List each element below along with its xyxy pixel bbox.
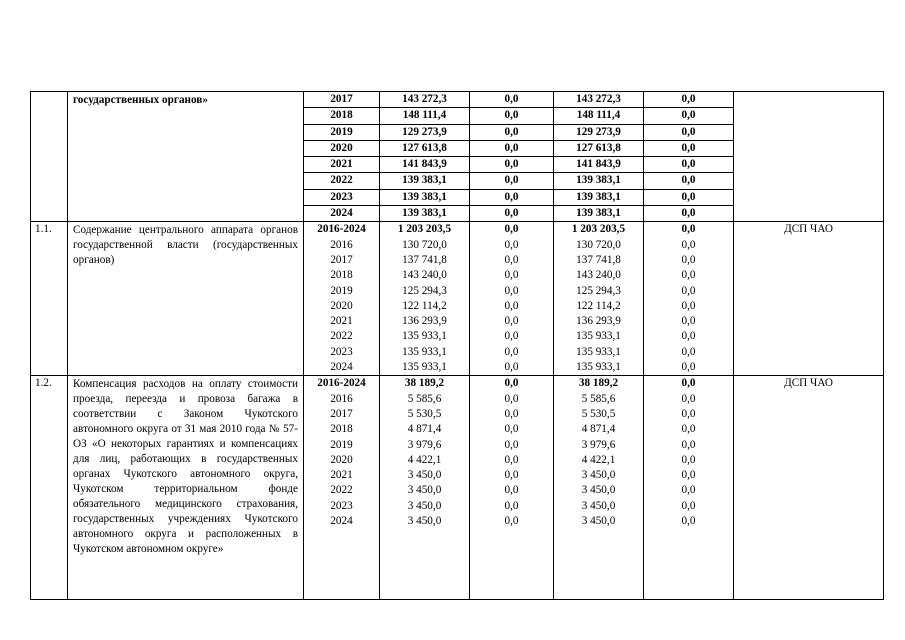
- years-value: 2018: [330, 423, 353, 436]
- v1-value: 0,0: [504, 93, 519, 105]
- v3-value: 0,0: [681, 469, 696, 482]
- total-value: 4 871,4: [407, 423, 442, 436]
- v2-value: 135 933,1: [576, 345, 621, 358]
- regional-cell: [554, 92, 644, 222]
- budget-table: [30, 91, 884, 600]
- total-cell: [380, 376, 470, 600]
- years-value: 2017: [330, 253, 353, 266]
- v3-value: 0,0: [681, 238, 696, 251]
- total-value: 137 741,8: [402, 253, 447, 266]
- table-body: [31, 92, 884, 600]
- v1-value: 0,0: [504, 484, 519, 497]
- years-value: 2017: [330, 407, 353, 420]
- years-value: 2019: [304, 124, 379, 140]
- total-value: 135 933,1: [402, 361, 447, 374]
- row-number: 1.2.: [31, 376, 68, 600]
- v2-value: 3 450,0: [581, 515, 616, 528]
- v3-value: 0,0: [681, 499, 696, 512]
- v3-value: 0,0: [644, 156, 733, 172]
- v2-value: 130 720,0: [576, 238, 621, 251]
- v3-value: 0,0: [681, 315, 696, 328]
- v1-value: 0,0: [504, 269, 519, 282]
- v2-value: 3 450,0: [581, 499, 616, 512]
- year-cell: [304, 92, 380, 222]
- v1-value: 0,0: [504, 223, 519, 236]
- total-value: 122 114,2: [402, 299, 447, 312]
- v1-value: 0,0: [504, 469, 519, 482]
- years-value: 2019: [330, 284, 353, 297]
- v1-value: 0,0: [504, 407, 519, 420]
- total-cell: [380, 222, 470, 376]
- v3-value: 0,0: [681, 453, 696, 466]
- v1-value: 0,0: [504, 299, 519, 312]
- total-value: 3 979,6: [407, 438, 442, 451]
- v1-value: 0,0: [470, 156, 553, 172]
- total-value: 136 293,9: [402, 315, 447, 328]
- total-cell: [380, 92, 470, 222]
- v1-value: 0,0: [504, 238, 519, 251]
- executor-cell: ДСП ЧАО: [734, 376, 884, 600]
- activity-name: государственных органов»: [73, 94, 208, 106]
- v2-value: 141 843,9: [554, 156, 643, 172]
- v1-value: 0,0: [504, 253, 519, 266]
- other-cell: [644, 376, 734, 600]
- v3-value: 0,0: [681, 223, 696, 236]
- years-value: 2020: [330, 299, 353, 312]
- activity-name-cell: [68, 376, 304, 600]
- total-value: 5 585,6: [407, 392, 442, 405]
- v2-value: 4 422,1: [581, 453, 616, 466]
- v1-value: 0,0: [470, 107, 553, 123]
- v1-value: 0,0: [504, 438, 519, 451]
- v2-value: 125 294,3: [576, 284, 621, 297]
- regional-cell: [554, 376, 644, 600]
- years-value: 2016-2024: [317, 223, 366, 236]
- v2-value: 139 383,1: [554, 189, 643, 205]
- years-value: 2024: [330, 515, 353, 528]
- total-value: 4 422,1: [407, 453, 442, 466]
- v3-value: 0,0: [681, 284, 696, 297]
- total-value: 129 273,9: [380, 124, 469, 140]
- total-value: 3 450,0: [407, 484, 442, 497]
- total-value: 139 383,1: [380, 205, 469, 221]
- v3-value: 0,0: [681, 377, 696, 390]
- v1-value: 0,0: [470, 124, 553, 140]
- v1-value: 0,0: [504, 515, 519, 528]
- activity-name-cell: [68, 222, 304, 376]
- years-value: 2021: [330, 469, 353, 482]
- v2-value: 135 933,1: [576, 361, 621, 374]
- years-value: 2020: [304, 140, 379, 156]
- v1-value: 0,0: [504, 377, 519, 390]
- activity-name-cell: [68, 92, 304, 222]
- v3-value: 0,0: [681, 253, 696, 266]
- v1-value: 0,0: [504, 284, 519, 297]
- v2-value: 137 741,8: [576, 253, 621, 266]
- v3-value: 0,0: [644, 124, 733, 140]
- year-cell: [304, 376, 380, 600]
- v3-value: 0,0: [681, 407, 696, 420]
- years-value: 2018: [304, 107, 379, 123]
- v2-value: 3 450,0: [581, 484, 616, 497]
- v1-value: 0,0: [470, 189, 553, 205]
- total-value: 143 272,3: [402, 93, 447, 105]
- v1-value: 0,0: [470, 172, 553, 188]
- v2-value: 5 585,6: [581, 392, 616, 405]
- v3-value: 0,0: [681, 361, 696, 374]
- v2-value: 143 240,0: [576, 269, 621, 282]
- years-value: 2018: [330, 269, 353, 282]
- total-value: 130 720,0: [402, 238, 447, 251]
- years-value: 2023: [304, 189, 379, 205]
- v1-value: 0,0: [504, 423, 519, 436]
- years-value: 2017: [330, 93, 353, 105]
- v2-value: 148 111,4: [554, 107, 643, 123]
- v3-value: 0,0: [644, 107, 733, 123]
- executor-cell: ДСП ЧАО: [734, 222, 884, 376]
- total-value: 38 189,2: [404, 377, 445, 390]
- v2-value: 136 293,9: [576, 315, 621, 328]
- year-cell: [304, 222, 380, 376]
- v2-value: 5 530,5: [581, 407, 616, 420]
- years-value: 2024: [330, 361, 353, 374]
- v1-value: 0,0: [470, 140, 553, 156]
- v2-value: 129 273,9: [554, 124, 643, 140]
- v3-value: 0,0: [681, 392, 696, 405]
- total-value: 5 530,5: [407, 407, 442, 420]
- activity-name: Компенсация расходов на оплату стоимости проезда, переезда и провоза багажа в соответствии с Законом Чукотского автономного округа от 31 мая 2010 года № 57-ОЗ «О некоторых гарантиях и компенсациях для лиц, работающих в государственных органах Чукотского автономного округа, Чукотском территориальном фонде обязательного медицинского страхования, государственных учреждениях Чукотского автономного округа и расположенных в Чукотском автономном округе»: [73, 378, 298, 556]
- regional-cell: [554, 222, 644, 376]
- v2-value: 4 871,4: [581, 423, 616, 436]
- v3-value: 0,0: [644, 189, 733, 205]
- total-value: 139 383,1: [380, 172, 469, 188]
- years-value: 2021: [330, 315, 353, 328]
- total-value: 135 933,1: [402, 345, 447, 358]
- years-value: 2019: [330, 438, 353, 451]
- years-value: 2023: [330, 345, 353, 358]
- v1-value: 0,0: [504, 315, 519, 328]
- table-row: [31, 376, 884, 600]
- v3-value: 0,0: [681, 515, 696, 528]
- v1-value: 0,0: [504, 453, 519, 466]
- total-value: 125 294,3: [402, 284, 447, 297]
- years-value: 2024: [304, 205, 379, 221]
- years-value: 2021: [304, 156, 379, 172]
- total-value: 3 450,0: [407, 515, 442, 528]
- years-value: 2022: [330, 330, 353, 343]
- activity-name: Содержание центрального аппарата органов государственной власти (государственных органов): [73, 224, 298, 267]
- federal-cell: [470, 222, 554, 376]
- v1-value: 0,0: [504, 345, 519, 358]
- row-number: [31, 92, 68, 222]
- v2-value: 3 979,6: [581, 438, 616, 451]
- years-value: 2016-2024: [317, 377, 366, 390]
- table-row: [31, 92, 884, 222]
- v3-value: 0,0: [681, 345, 696, 358]
- v2-value: 139 383,1: [554, 205, 643, 221]
- row-number: 1.1.: [31, 222, 68, 376]
- v2-value: 135 933,1: [576, 330, 621, 343]
- v1-value: 0,0: [504, 392, 519, 405]
- v3-value: 0,0: [644, 205, 733, 221]
- v2-value: 38 189,2: [578, 377, 619, 390]
- v2-value: 3 450,0: [581, 469, 616, 482]
- v3-value: 0,0: [681, 438, 696, 451]
- total-value: 139 383,1: [380, 189, 469, 205]
- v3-value: 0,0: [681, 423, 696, 436]
- federal-cell: [470, 92, 554, 222]
- years-value: 2022: [330, 484, 353, 497]
- years-value: 2023: [330, 499, 353, 512]
- v3-value: 0,0: [681, 93, 696, 105]
- v2-value: 143 272,3: [576, 93, 621, 105]
- v3-value: 0,0: [681, 269, 696, 282]
- total-value: 148 111,4: [380, 107, 469, 123]
- total-value: 141 843,9: [380, 156, 469, 172]
- federal-cell: [470, 376, 554, 600]
- total-value: 143 240,0: [402, 269, 447, 282]
- executor-cell: [734, 92, 884, 222]
- v2-value: 139 383,1: [554, 172, 643, 188]
- v3-value: 0,0: [681, 299, 696, 312]
- v3-value: 0,0: [681, 330, 696, 343]
- years-value: 2016: [330, 238, 353, 251]
- other-cell: [644, 92, 734, 222]
- v3-value: 0,0: [644, 172, 733, 188]
- v1-value: 0,0: [504, 361, 519, 374]
- v3-value: 0,0: [644, 140, 733, 156]
- years-value: 2022: [304, 172, 379, 188]
- v3-value: 0,0: [681, 484, 696, 497]
- v1-value: 0,0: [470, 205, 553, 221]
- total-value: 1 203 203,5: [397, 223, 452, 236]
- total-value: 135 933,1: [402, 330, 447, 343]
- v2-value: 127 613,8: [554, 140, 643, 156]
- years-value: 2016: [330, 392, 353, 405]
- v1-value: 0,0: [504, 330, 519, 343]
- v1-value: 0,0: [504, 499, 519, 512]
- years-value: 2020: [330, 453, 353, 466]
- other-cell: [644, 222, 734, 376]
- v2-value: 122 114,2: [576, 299, 621, 312]
- total-value: 127 613,8: [380, 140, 469, 156]
- total-value: 3 450,0: [407, 469, 442, 482]
- v2-value: 1 203 203,5: [571, 223, 626, 236]
- total-value: 3 450,0: [407, 499, 442, 512]
- table-row: [31, 222, 884, 376]
